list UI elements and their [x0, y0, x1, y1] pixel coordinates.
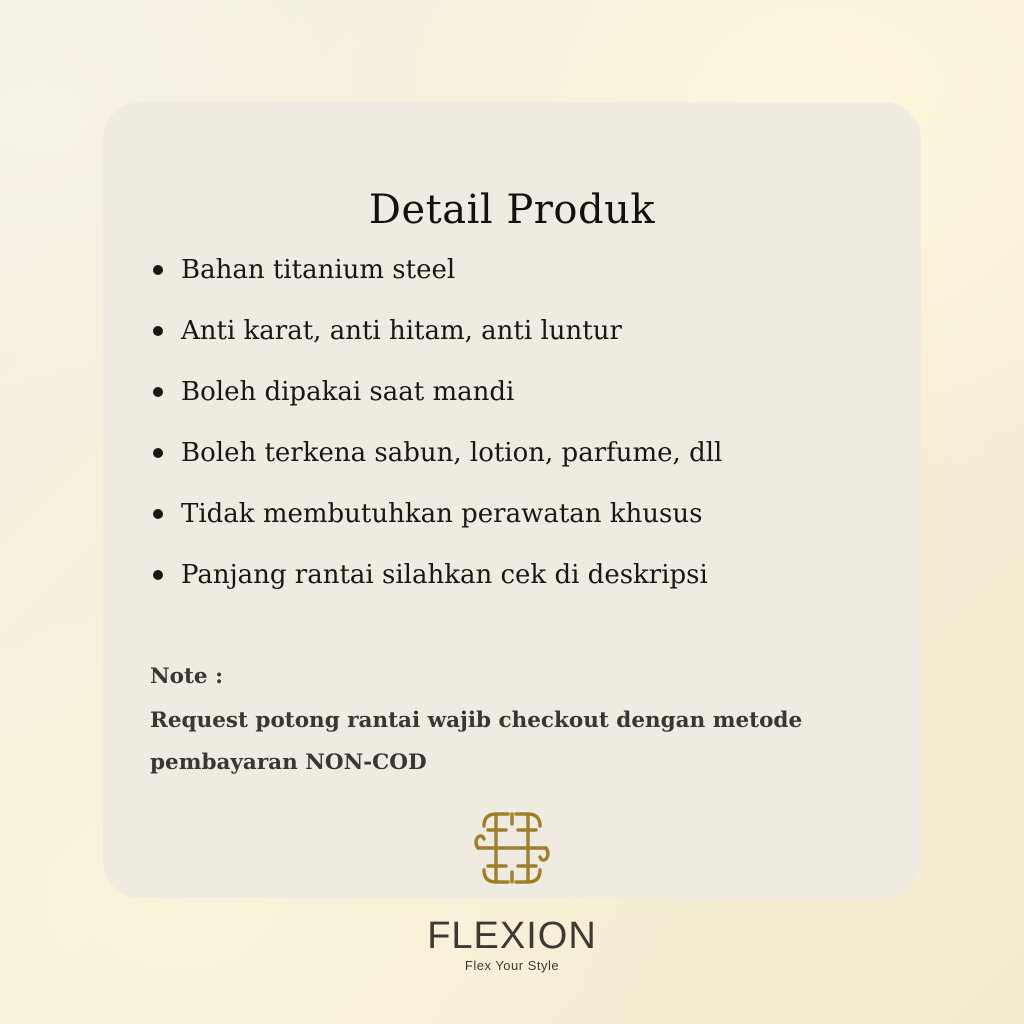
note-label: Note : — [150, 664, 224, 689]
feature-text: Boleh terkena sabun, lotion, parfume, dll — [181, 438, 723, 468]
bullet-icon — [153, 387, 163, 397]
feature-text: Tidak membutuhkan perawatan khusus — [181, 499, 703, 529]
brand-tagline: Flex Your Style — [464, 958, 560, 973]
flexion-monogram-icon — [470, 806, 554, 890]
list-item — [150, 372, 722, 433]
list-item — [150, 433, 722, 494]
list-item — [150, 311, 722, 372]
list-item — [150, 250, 722, 311]
feature-text: Boleh dipakai saat mandi — [181, 377, 515, 407]
feature-list — [150, 250, 722, 616]
feature-text: Bahan titanium steel — [181, 255, 456, 285]
list-item — [150, 494, 722, 555]
note-text: Request potong rantai wajib checkout dengan metode pembayaran NON-COD — [150, 708, 803, 775]
bullet-icon — [153, 570, 163, 580]
bullet-icon — [153, 448, 163, 458]
bullet-icon — [153, 509, 163, 519]
bullet-icon — [153, 326, 163, 336]
feature-text: Panjang rantai silahkan cek di deskripsi — [181, 560, 708, 590]
list-item — [150, 555, 722, 616]
brand-name: FLEXION — [427, 915, 597, 957]
bullet-icon — [153, 265, 163, 275]
page-title: Detail Produk — [368, 186, 656, 233]
feature-text: Anti karat, anti hitam, anti luntur — [181, 316, 622, 346]
note-section — [150, 658, 910, 784]
